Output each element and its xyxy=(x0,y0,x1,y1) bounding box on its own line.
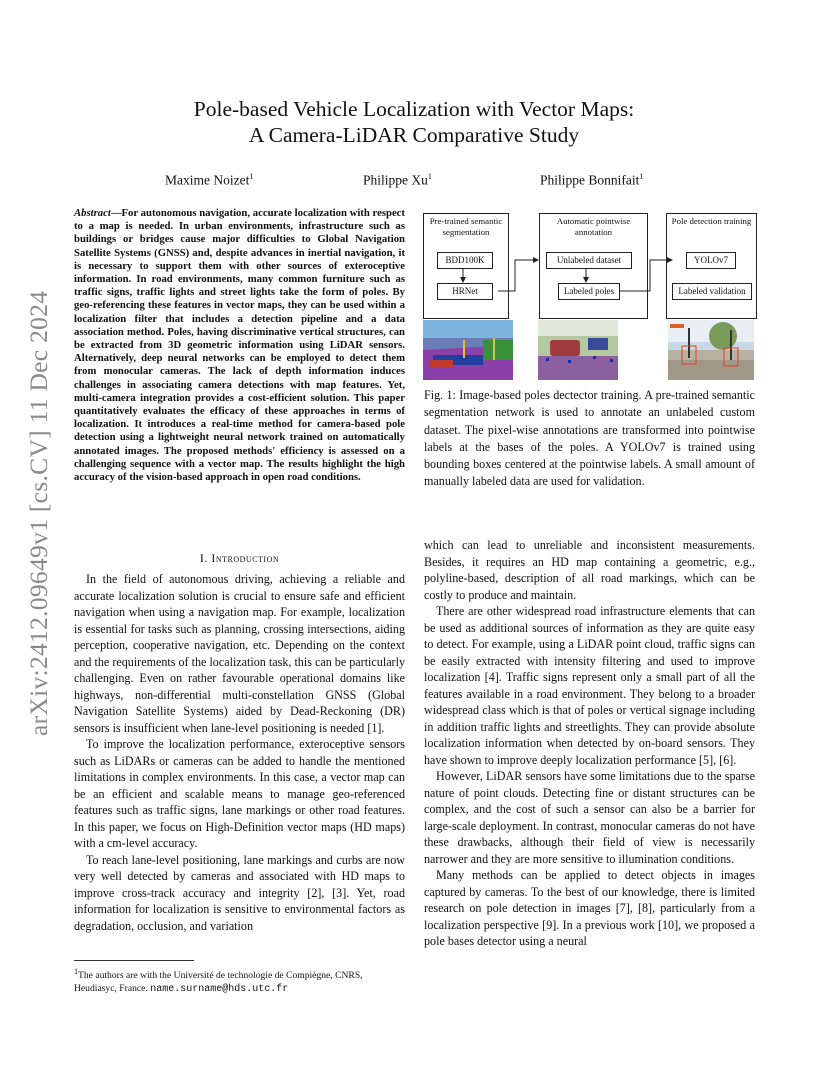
yolov7-node: YOLOv7 xyxy=(686,252,736,269)
abstract-dash: — xyxy=(110,207,122,219)
left-column-body xyxy=(74,571,405,934)
abstract-text: For autonomous navigation, accurate localization with respect to a map is needed. In urban environments, infrastructure such as buildings or bridges cause major difficulties to Global Navigation Satellite Systems (GNSS) and, despite advances in inertial navigation, it is necessary to support them with other sources of exteroceptive information. In road environments, many common furniture such as traffic signs, traffic lights and street lights take the form of poles. By geo-referencing these features in vector maps, they can be used within a localization filter that includes a detection pipeline and a data association method. Poles, having discriminative vertical structures, can be extracted from 3D geometric information using LiDAR sensors. Alternatively, deep neural networks can be employed to detect them from monocular cameras. The lack of depth information induces challenges in associating camera detections with map features. Yet, multi-camera integration provides a cost-efficient solution. This paper quantitatively evaluates the efficacy of these approaches in terms of localization. It introduces a real-time method for camera-based pole detection using a lightweight neural network trained on automatically annotated images. The proposed methods' efficiency is assessed on a challenging sequence with a vector map. The results highlight the high accuracy of the vision-based approach in open road conditions. xyxy=(74,207,405,484)
right-column-body xyxy=(424,537,755,950)
author-name: Philippe Bonnifait xyxy=(540,172,640,188)
title-line-2: A Camera-LiDAR Comparative Study xyxy=(248,123,580,147)
labeled-validation-node: Labeled validation xyxy=(672,283,752,300)
segmentation-box-title: Pre-trained semantic segmentation xyxy=(429,216,503,237)
abstract-label: Abstract xyxy=(74,207,111,219)
author-name: Maxime Noizet xyxy=(165,172,250,188)
paper-title xyxy=(100,96,728,148)
detection-image xyxy=(668,320,754,380)
author-affil: 1 xyxy=(427,172,432,181)
segmentation-image xyxy=(423,320,513,380)
title-line-1: Pole-based Vehicle Localization with Vector Maps: xyxy=(193,97,635,121)
figure-1 xyxy=(418,210,758,380)
author-name: Philippe Xu xyxy=(363,172,428,188)
hrnet-node: HRNet xyxy=(437,283,493,300)
author-2 xyxy=(363,172,432,189)
author-3 xyxy=(540,172,643,189)
annotation-image xyxy=(538,320,618,380)
paragraph: which can lead to unreliable and inconsistent measurements. Besides, it requires an HD map containing a geometric, e.g., polyline-based, description of all road markings, which can be costly to produce and maintain. xyxy=(424,538,755,602)
author-affil: 1 xyxy=(639,172,644,181)
section-number: I. xyxy=(199,551,208,565)
author-affil: 1 xyxy=(249,172,254,181)
bdd100k-node: BDD100K xyxy=(437,252,493,269)
unlabeled-dataset-node: Unlabeled dataset xyxy=(546,252,632,269)
footnote-rule xyxy=(74,960,194,961)
footnote-text: The authors are with the Université de technologie de Compiègne, CNRS, Heudiasyc, France. xyxy=(74,970,363,995)
section-title: Introduction xyxy=(211,551,280,565)
arxiv-identifier: arXiv:2412.09649v1 [cs.CV] 11 Dec 2024 xyxy=(24,290,53,736)
footnote xyxy=(74,965,406,996)
paragraph: In the field of autonomous driving, achieving a reliable and accurate localization solution is crucial to ensure safe and efficient navigation when using a navigation map. For example, localization is essential for tasks such as planning, crossing intersections, aiding perception, cooperative navigation, etc. Depending on the context and the requirements of the localization task, this can be particularly challenging. Even on rather favourable operational domains like highways, non-differential multi-constellation GNSS (Global Navigation Satellite Systems) aided by Dead-Reckoning (DR) sensors is insufficient when lane-level positioning is needed [1]. xyxy=(74,572,405,735)
paragraph: However, LiDAR sensors have some limitations due to the sparse nature of point clouds. Detecting fine or distant structures can be complex, and the cost of such a sensor can also be a barrier for large-scale deployment. In contrast, monocular cameras do not have these drawbacks, although their field of view is necessarily narrower and they are more sensitive to illumination conditions. xyxy=(424,769,755,866)
footnote-marker: 1 xyxy=(74,967,78,976)
author-1 xyxy=(165,172,253,189)
figure-caption: Fig. 1: Image-based poles dectector training. A pre-trained semantic segmentation network is used to annotate an unlabeled custom dataset. The pixel-wise annotations are transformed into pointwise labels at the bases of the poles. A YOLOv7 is trained using bounding boxes centered at the pointwise labels. A small amount of manually labeled data are used for validation. xyxy=(424,388,755,489)
paragraph: To reach lane-level positioning, lane markings and curbs are now very well detected by cameras and associated with HD maps to improve cross-track accuracy and integrity [2], [3]. Yet, road information for localization is sensitive to environmental factors as degradation, occlusion, and variation xyxy=(74,852,405,933)
abstract xyxy=(74,207,405,484)
paragraph: There are other widespread road infrastructure elements that can be used as additional sources of information as they are quite easy to detect. For example, using a LiDAR point cloud, traffic signs can be easily extracted with intensity filtering and used to improve localization [4]. Traffic signs represent only a small part of all the features available in a road environment. They belong to a broader widespread class which is that of poles or vertical signage including in addition traffic lights and streetlights. They can provide absolute localization information when detected by on-board sensors. They have shown to improve deeply localization performance [5], [6]. xyxy=(424,604,755,767)
labeled-poles-node: Labeled poles xyxy=(558,283,620,300)
footnote-email: name.surname@hds.utc.fr xyxy=(150,984,289,996)
section-heading xyxy=(74,551,405,566)
paragraph: To improve the localization performance, exteroceptive sensors such as LiDARs or cameras can be added to handle the mentioned limitations in complex environments. In this case, a vector map can be an efficient and scalable means to manage geo-referenced features such as traffic signs, lane markings or other road features. In this paper, we focus on High-Definition vector maps (HD maps) with a cm-level accuracy. xyxy=(74,737,405,850)
detection-box-title: Pole detection training xyxy=(671,216,752,226)
annotation-box-title: Automatic pointwise annotation xyxy=(556,216,631,237)
paragraph: Many methods can be applied to detect objects in images captured by cameras. To the best of our knowledge, there is limited research on pole detection in images [7], [8], particularly from a localization perspective [9]. In a previous work [10], we proposed a pole bases detector using a neural xyxy=(424,868,755,948)
